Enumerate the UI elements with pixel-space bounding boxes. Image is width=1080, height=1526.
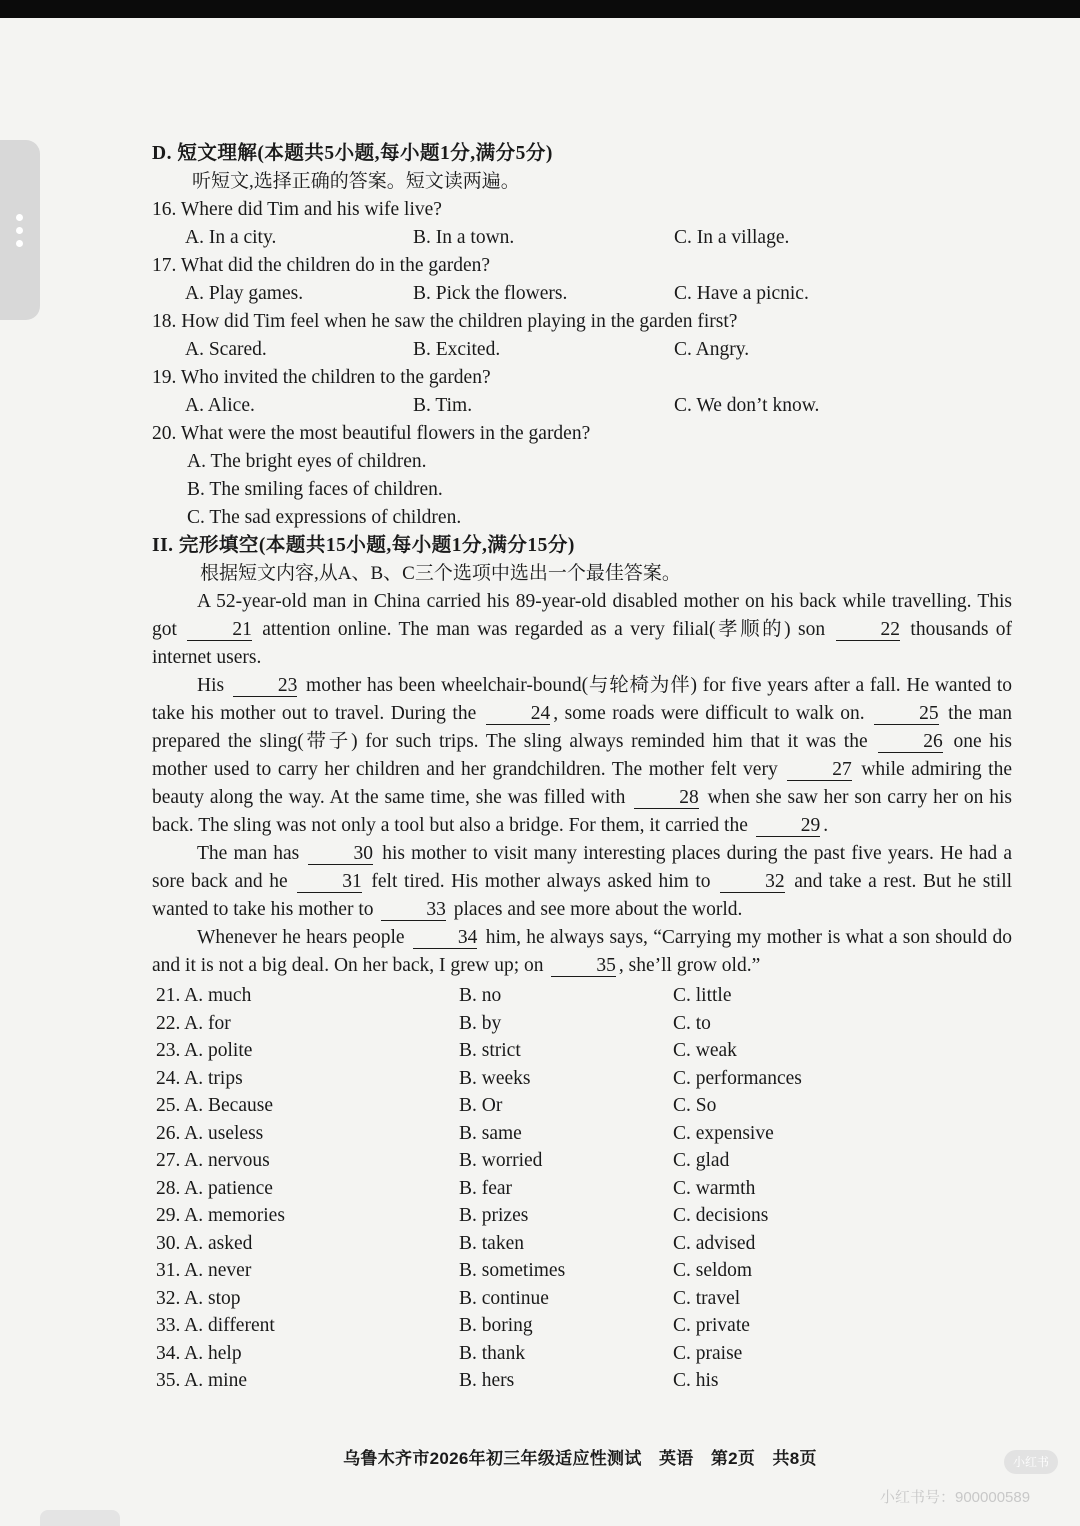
choice-b: B. strict [459, 1040, 521, 1061]
choice-b: B. fear [459, 1177, 513, 1199]
choice-b: B. hers [459, 1370, 515, 1391]
choice-b: B. prizes [459, 1205, 529, 1226]
option-b: B. Excited. [413, 339, 501, 360]
option-b: B. The smiling faces of children. [187, 479, 443, 500]
option-b: B. Tim. [413, 395, 473, 416]
choice-a: 33. A. different [156, 1315, 275, 1336]
section-d-heading: D. 短文理解(本题共5小题,每小题1分,满分5分) [152, 143, 553, 164]
choice-a: 24. A. trips [156, 1067, 243, 1089]
choice-a: 31. A. never [156, 1260, 252, 1281]
choice-c: C. advised [673, 1232, 756, 1254]
corner-tab [40, 1510, 120, 1526]
blank-28: 28 [634, 788, 699, 809]
choice-c: C. his [673, 1370, 719, 1391]
option-c: C. Have a picnic. [674, 283, 809, 304]
choice-c: C. So [673, 1095, 717, 1116]
section-ii-heading: II. 完形填空(本题共15小题,每小题1分,满分15分) [152, 535, 575, 556]
choice-c: C. seldom [673, 1260, 753, 1281]
option-a: A. In a city. [185, 227, 277, 248]
question-17 [152, 252, 1012, 308]
choice-row [152, 1065, 1012, 1093]
choice-b: B. Or [459, 1095, 503, 1116]
choice-a: 23. A. polite [156, 1040, 253, 1061]
choice-c: C. weak [673, 1040, 737, 1061]
choice-row [152, 1037, 1012, 1065]
choice-row [152, 1312, 1012, 1340]
handle-dot-icon [16, 227, 23, 234]
choice-a: 28. A. patience [156, 1177, 273, 1199]
choice-a: 26. A. useless [156, 1122, 264, 1144]
question-text: 18. How did Tim feel when he saw the children playing in the garden first? [152, 311, 738, 332]
choice-row [152, 1230, 1012, 1258]
watermark-text: 小红书号：900000589 [880, 1489, 1031, 1506]
question-16 [152, 196, 1012, 252]
choice-b: B. no [459, 985, 502, 1006]
choice-c: C. glad [673, 1150, 730, 1171]
choice-b: B. worried [459, 1150, 543, 1171]
section-ii-instruction: 根据短文内容,从A、B、C三个选项中选出一个最佳答案。 [200, 563, 681, 584]
option-c: C. The sad expressions of children. [187, 507, 462, 528]
choice-a: 25. A. Because [156, 1095, 273, 1116]
passage-paragraph-3: The man has 30 his mother to visit many interesting places during the past five years. He had a sore back and he 31 felt tired. His mother always asked him to 32 and take a rest. But he still wanted to take his mother to 33 places and see more about the world. [152, 843, 1013, 920]
choice-c: C. warmth [673, 1177, 756, 1199]
choice-a: 30. A. asked [156, 1232, 253, 1254]
question-20 [152, 420, 1012, 532]
cloze-choices [152, 982, 1012, 1395]
section-d-instruction: 听短文,选择正确的答案。短文读两遍。 [192, 171, 520, 192]
choice-row [152, 1010, 1012, 1038]
option-b: B. In a town. [413, 227, 515, 248]
choice-a: 34. A. help [156, 1342, 242, 1364]
blank-32: 32 [720, 872, 785, 893]
choice-b: B. by [459, 1012, 502, 1034]
choice-c: C. expensive [673, 1122, 774, 1144]
choice-row [152, 1147, 1012, 1175]
choice-b: B. thank [459, 1342, 526, 1364]
choice-c: C. decisions [673, 1205, 769, 1226]
choice-b: B. weeks [459, 1067, 531, 1089]
exam-page [152, 140, 1012, 1395]
blank-33: 33 [381, 900, 446, 921]
watermark-badge: 小红书 [1004, 1450, 1058, 1474]
blank-35: 35 [551, 956, 616, 977]
blank-27: 27 [787, 760, 852, 781]
choice-a: 29. A. memories [156, 1205, 285, 1226]
choice-a: 21. A. much [156, 985, 252, 1006]
blank-21: 21 [187, 620, 252, 641]
choice-row [152, 1175, 1012, 1203]
passage-paragraph-1: A 52-year-old man in China carried his 89-year-old disabled mother on his back while travelling. This got 21 attention online. The man was regarded as a very filial(孝顺的) son 22 thousands of internet users. [152, 591, 1013, 668]
choice-c: C. little [673, 985, 732, 1006]
option-c: C. Angry. [674, 339, 750, 360]
option-c: C. In a village. [674, 227, 790, 248]
choice-row [152, 1340, 1012, 1368]
blank-24: 24 [486, 704, 551, 725]
passage-paragraph-2: His 23 mother has been wheelchair-bound(与轮椅为伴) for five years after a fall. He wanted to take his mother out to travel. During the 24 , some roads were difficult to walk on. 25 the man prepared the sling(带子) for such trips. The sling always reminded him that it was the 26 one his mother used to carry her children and her grandchildren. The mother felt very 27 while admiring the beauty along the way. At the same time, she was filled with 28 when she saw her son carry her on his back. The sling was not only a tool but also a bridge. For them, it carried the 29 . [152, 675, 1013, 836]
option-a: A. The bright eyes of children. [187, 451, 427, 472]
choice-c: C. to [673, 1012, 711, 1034]
choice-c: C. praise [673, 1342, 743, 1364]
choice-b: B. sometimes [459, 1260, 566, 1281]
choice-row [152, 1120, 1012, 1148]
choice-b: B. boring [459, 1315, 533, 1336]
blank-25: 25 [874, 704, 939, 725]
blank-34: 34 [413, 928, 478, 949]
handle-dot-icon [16, 214, 23, 221]
blank-23: 23 [233, 676, 298, 697]
question-text: 17. What did the children do in the garden? [152, 255, 491, 276]
choice-c: C. private [673, 1315, 750, 1336]
status-bar [0, 0, 1080, 18]
question-text: 16. Where did Tim and his wife live? [152, 199, 442, 220]
question-text: 20. What were the most beautiful flowers in the garden? [152, 423, 591, 444]
choice-row [152, 1367, 1012, 1395]
choice-a: 32. A. stop [156, 1287, 241, 1309]
page-footer: 乌鲁木齐市2026年初三年级适应性测试 英语 第2页 共8页 [343, 1449, 817, 1468]
blank-29: 29 [756, 816, 821, 837]
blank-30: 30 [308, 844, 373, 865]
passage-paragraph-4: Whenever he hears people 34 him, he always says, “Carrying my mother is what a son should do and it is not a big deal. On her back, I grew up; on 35 , she’ll grow old.” [152, 927, 1013, 976]
blank-31: 31 [297, 872, 362, 893]
choice-b: B. taken [459, 1232, 524, 1254]
question-text: 19. Who invited the children to the garden? [152, 367, 491, 388]
choice-row [152, 1202, 1012, 1230]
option-b: B. Pick the flowers. [413, 283, 568, 304]
question-18 [152, 308, 1012, 364]
choice-row [152, 1092, 1012, 1120]
choice-a: 35. A. mine [156, 1370, 247, 1391]
choice-b: B. same [459, 1122, 522, 1144]
cloze-passage [152, 588, 1012, 980]
choice-c: C. travel [673, 1287, 741, 1309]
handle-dot-icon [16, 240, 23, 247]
blank-22: 22 [836, 620, 901, 641]
choice-row [152, 1257, 1012, 1285]
option-a: A. Play games. [185, 283, 304, 304]
choice-b: B. continue [459, 1287, 549, 1309]
choice-row [152, 982, 1012, 1010]
choice-row [152, 1285, 1012, 1313]
side-menu-handle[interactable] [0, 140, 40, 320]
choice-a: 22. A. for [156, 1012, 231, 1034]
blank-26: 26 [878, 732, 943, 753]
option-c: C. We don’t know. [674, 395, 820, 416]
option-a: A. Scared. [185, 339, 267, 360]
question-19 [152, 364, 1012, 420]
choice-c: C. performances [673, 1067, 802, 1089]
option-a: A. Alice. [185, 395, 255, 416]
choice-a: 27. A. nervous [156, 1150, 270, 1171]
